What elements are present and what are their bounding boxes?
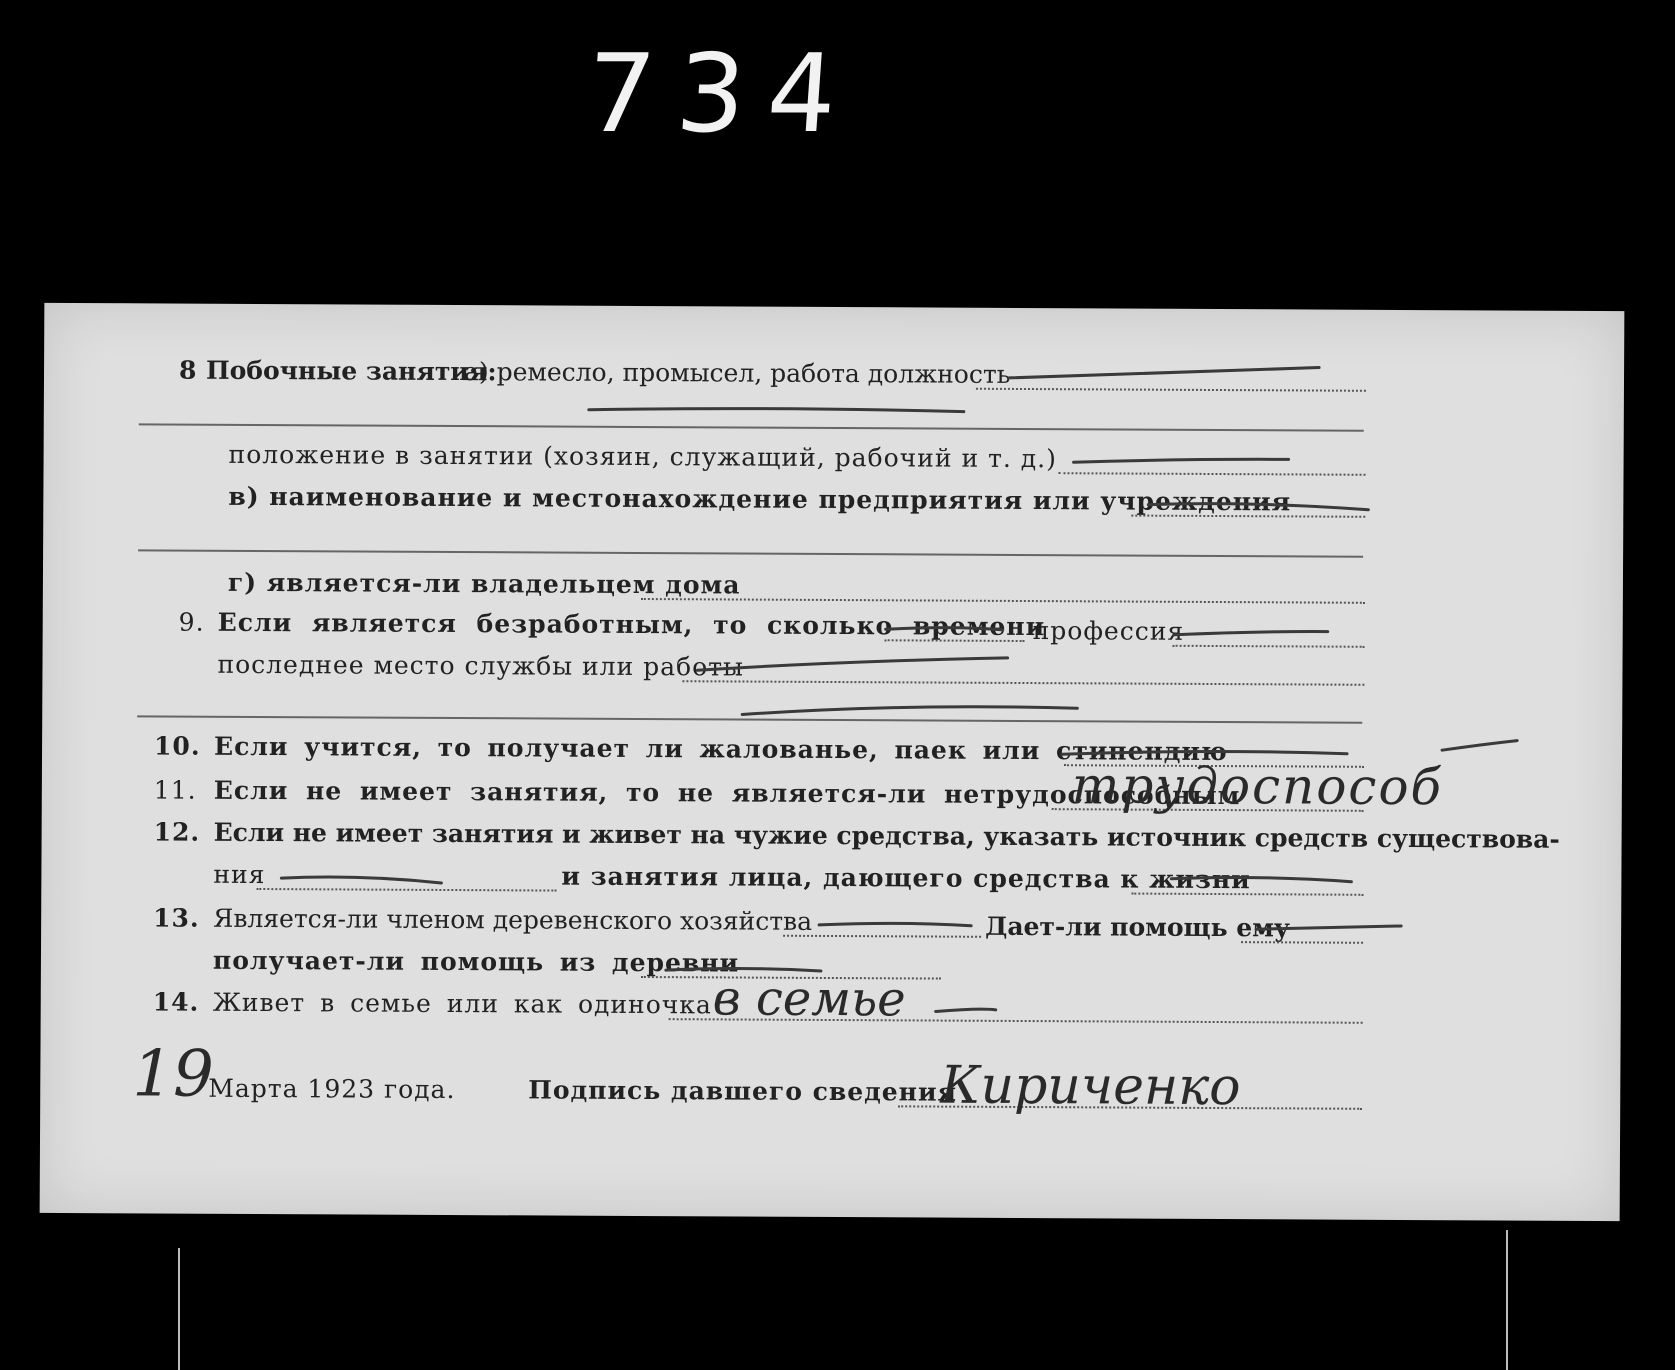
q8-v-text: в) наименование и местонахождение предприятия или учреждения: [228, 481, 1292, 517]
frame-number: 734: [581, 32, 863, 157]
date-day-handwritten: 19: [132, 1037, 214, 1112]
q11-handwritten-answer: трудоспособ: [1071, 756, 1444, 817]
q12-cont-b: и занятия лица, дающего средства к жизни: [561, 861, 1251, 895]
q13-number: 13.: [153, 903, 200, 933]
q8-number: 8: [178, 355, 198, 385]
q8-a-text: а) ремесло, промысел, работа должность: [463, 357, 1011, 389]
q13-cont-text: получает-ли помощь из деревни: [212, 945, 740, 978]
q8-g-text: г) является-ли владельцем дома: [227, 567, 741, 600]
signature-handwritten: Кириченко: [940, 1055, 1241, 1118]
q11-text: Если не имеет занятия, то не является-ли нетрудоспособным: [213, 775, 1241, 811]
q14-number: 14.: [152, 987, 200, 1017]
film-edge-right: [1506, 1230, 1508, 1370]
q13-help-label: Дает-ли помощь ему: [985, 911, 1291, 943]
signature-label: Подпись давшего сведения: [528, 1075, 958, 1107]
q10-number: 10.: [153, 731, 201, 761]
q9-last-job-text: последнее место службы или работы: [217, 649, 745, 682]
q10-text: Если учится, то получает ли жалованье, паек или стипендию: [213, 731, 1228, 767]
q12-text: Если не имеет занятия и живет на чужие средства, указать источник средств существова-: [213, 817, 1560, 854]
q8-b-text: положение в занятии (хозяин, служащий, рабочий и т. д.): [228, 439, 1057, 474]
questionnaire-card: [40, 303, 1625, 1221]
date-month-year: Марта 1923 года.: [208, 1073, 456, 1105]
q12-cont-a: ния: [213, 859, 266, 890]
q11-number: 11.: [153, 775, 197, 805]
q13-text: Является-ли членом деревенского хозяйства: [213, 903, 813, 936]
q12-number: 12.: [153, 817, 201, 847]
film-edge-left: [178, 1248, 180, 1370]
q9-number: 9.: [178, 607, 205, 637]
q9-text: Если является безработным, то сколько времени: [217, 607, 1046, 642]
pen-strikes: [40, 303, 1625, 1221]
q9-profession-label: профессия: [1032, 616, 1185, 646]
q8-label: Побочные занятия:: [205, 355, 497, 387]
q14-text: Живет в семье или как одиночка: [212, 987, 712, 1020]
q14-handwritten-answer: в семье: [712, 970, 906, 1028]
